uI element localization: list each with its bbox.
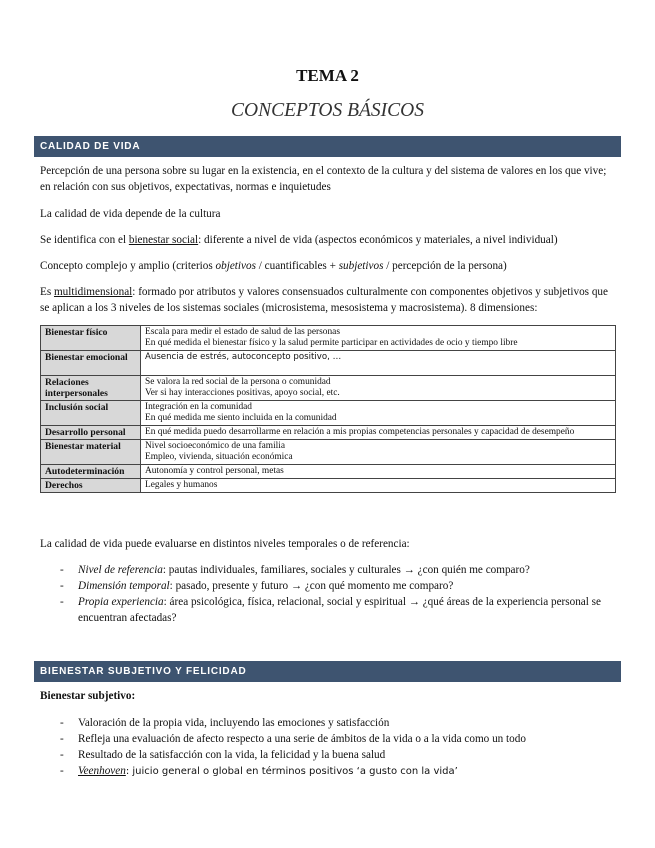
evaluation-levels-list [40,562,618,626]
bienestar-subjetivo-heading: Bienestar subjetivo: [40,690,136,702]
dimension-name: Inclusión social [41,401,141,426]
text-span: Es [40,286,54,298]
dimension-description [141,426,616,440]
section-header-bienestar-subjetivo: BIENESTAR SUBJETIVO Y FELICIDAD [34,661,621,682]
description-line: Ausencia de estrés, autoconcepto positivo, … [145,352,342,362]
table-row [41,376,616,401]
text-span: / cuantificables + [255,260,339,272]
text-span: Concepto complejo y amplio (criterios [40,260,216,272]
description-line: En qué medida me siento incluida en la comunidad [145,413,337,423]
description-line: Integración en la comunidad [145,402,252,412]
dimension-name: Relaciones interpersonales [41,376,141,401]
table-row [41,479,616,493]
dimension-name: Autodeterminación [41,465,141,479]
list-dash: - [60,733,64,745]
bienestar-social-paragraph [40,232,618,248]
dimension-description [141,440,616,465]
table-row [41,401,616,426]
level-text: : pautas individuales, familiares, sociales y culturales → ¿con quién me comparo? [162,564,530,576]
bienestar-subjetivo-list [40,715,618,780]
description-line: Nivel socioeconómico de una familia [145,441,286,451]
description-line: En qué medida puedo desarrollarme en relación a mis propias competencias personales y capacidad de desempeño [145,427,575,437]
item-text: : juicio general o global en términos positivos ‘a gusto con la vida’ [125,766,458,777]
definition-paragraph: Percepción de una persona sobre su lugar en la existencia, en el contexto de la cultura y del sistema de valores en los que vive; en relación con sus objetivos, expectativas, normas e inquietudes [40,165,607,193]
list-item [40,747,618,763]
description-line: Autonomía y control personal, metas [145,466,284,476]
dimension-name: Derechos [41,479,141,493]
table-row [41,465,616,479]
level-term: Dimensión temporal [78,580,170,592]
dimension-name: Bienestar material [41,440,141,465]
complejo-paragraph [40,258,618,274]
tema-title: TEMA 2 [296,66,359,85]
dimension-description [141,479,616,493]
dimension-description [141,376,616,401]
level-text: : pasado, presente y futuro → ¿con qué momento me comparo? [169,580,454,592]
section-header-calidad-de-vida: CALIDAD DE VIDA [34,136,621,157]
dimension-name: Bienestar emocional [41,351,141,376]
item-text: Refleja una evaluación de afecto respecto a una serie de ámbitos de la vida o a la vida como un todo [78,733,526,745]
list-item [40,562,618,578]
dimension-name: Bienestar físico [41,326,141,351]
level-term: Nivel de referencia [78,564,163,576]
table-row [41,326,616,351]
description-line: Legales y humanos [145,480,218,490]
description-line: En qué medida el bienestar físico y la salud permite participar en actividades de ocio y tiempo libre [145,338,518,348]
author-term: Veenhoven [78,765,126,777]
list-dash: - [60,765,64,777]
description-line: Empleo, vivienda, situación económica [145,452,293,462]
list-dash: - [60,596,64,608]
list-item [40,578,618,594]
text-span: : diferente a nivel de vida (aspectos económicos y materiales, a nivel individual) [198,234,558,246]
underlined-term: multidimensional [53,286,133,298]
item-text: Resultado de la satisfacción con la vida, la felicidad y la buena salud [78,749,386,761]
page-subtitle: CONCEPTOS BÁSICOS [230,100,425,121]
italic-term: subjetivos [338,260,384,272]
level-text: : área psicológica, física, relacional, social y espiritual → ¿qué áreas de la experiencia personal se encuentran afectadas? [78,596,601,624]
text-span: / percepción de la persona) [383,260,507,272]
evaluation-paragraph: La calidad de vida puede evaluarse en distintos niveles temporales o de referencia: [40,538,410,550]
multidimensional-paragraph [40,284,618,316]
table-row [41,351,616,376]
list-item [40,594,618,626]
list-dash: - [60,564,64,576]
list-item [40,763,618,780]
table-row [41,426,616,440]
underlined-term: bienestar social [128,234,199,246]
dimension-description [141,351,616,376]
description-line: Escala para medir el estado de salud de las personas [145,327,340,337]
text-span: Se identifica con el [40,234,129,246]
item-text: Valoración de la propia vida, incluyendo las emociones y satisfacción [78,717,390,729]
dimension-description [141,465,616,479]
list-dash: - [60,717,64,729]
table-row [41,440,616,465]
dimension-name: Desarrollo personal [41,426,141,440]
description-line: Ver si hay interacciones positivas, apoyo social, etc. [145,388,340,398]
dimensions-table [40,325,616,493]
dimension-description [141,401,616,426]
list-dash: - [60,749,64,761]
list-item [40,715,618,731]
list-item [40,731,618,747]
level-term: Propia experiencia [78,596,164,608]
text-span: : formado por atributos y valores consensuados culturalmente con componentes objetivos y subjetivos que se aplican a los 3 niveles de los sistemas sociales (microsistema, mesosistema y macrosistema). 8 dimensiones: [40,286,608,314]
description-line: Se valora la red social de la persona o comunidad [145,377,331,387]
italic-term: objetivos [215,260,256,272]
culture-paragraph: La calidad de vida depende de la cultura [40,208,221,220]
dimension-description [141,326,616,351]
list-dash: - [60,580,64,592]
